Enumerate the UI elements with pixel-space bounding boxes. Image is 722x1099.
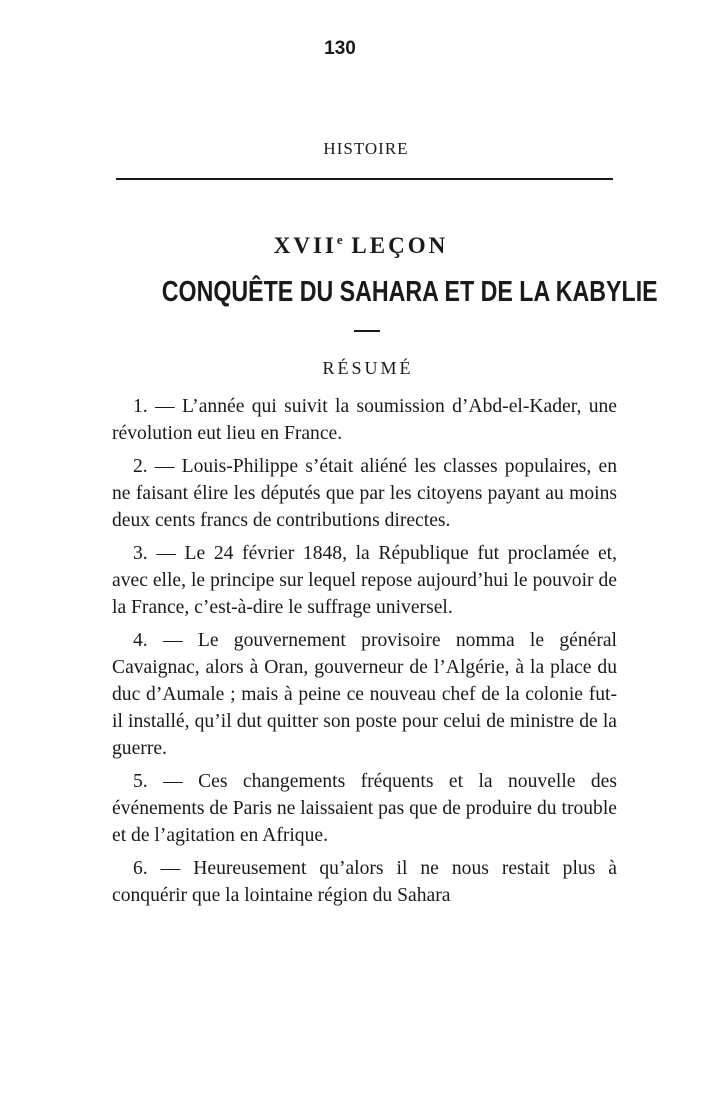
summary-paragraph-2: 2. — Louis-Philippe s’était aliéné les classes populaires, en ne faisant élire les députés que par les citoyens payant au moins deux cents francs de contributions directes.: [112, 456, 617, 531]
summary-paragraph-6: 6. — Heureusement qu’alors il ne nous restait plus à conquérir que la lointaine région du Sahara: [112, 858, 617, 906]
lesson-ordinal-suffix: e: [336, 232, 343, 247]
lesson-word: LEÇON: [351, 233, 449, 258]
header-rule: [116, 178, 613, 180]
lesson-roman-numeral: XVII: [273, 233, 337, 258]
summary-paragraph-3: 3. — Le 24 février 1848, la République fut proclamée et, avec elle, le principe sur lequel repose aujourd’hui le pouvoir de la France, c’est-à-dire le suffrage universel.: [112, 543, 617, 618]
summary-paragraph-1: 1. — L’année qui suivit la soumission d’Abd-el-Kader, une révolution eut lieu en France.: [112, 396, 617, 444]
summary-body: [112, 393, 617, 909]
summary-paragraph-5: 5. — Ces changements fréquents et la nouvelle des événements de Paris ne laissaient pas que de produire du trouble et de l’agitation en Afrique.: [112, 771, 617, 846]
page-number: 130: [324, 38, 356, 59]
summary-heading: RÉSUMÉ: [322, 358, 414, 378]
summary-paragraph-4: 4. — Le gouvernement provisoire nomma le général Cavaignac, alors à Oran, gouverneur de l’Algérie, à la place du duc d’Aumale ; mais à peine ce nouveau chef de la colonie fut-il installé, qu’il dut quitter son poste pour celui de ministre de la guerre.: [112, 630, 617, 759]
lesson-number: [0, 232, 722, 259]
running-head: HISTOIRE: [323, 139, 409, 158]
title-separator: [354, 330, 380, 332]
lesson-title: CONQUÊTE DU SAHARA ET DE LA KABYLIE: [161, 276, 658, 308]
